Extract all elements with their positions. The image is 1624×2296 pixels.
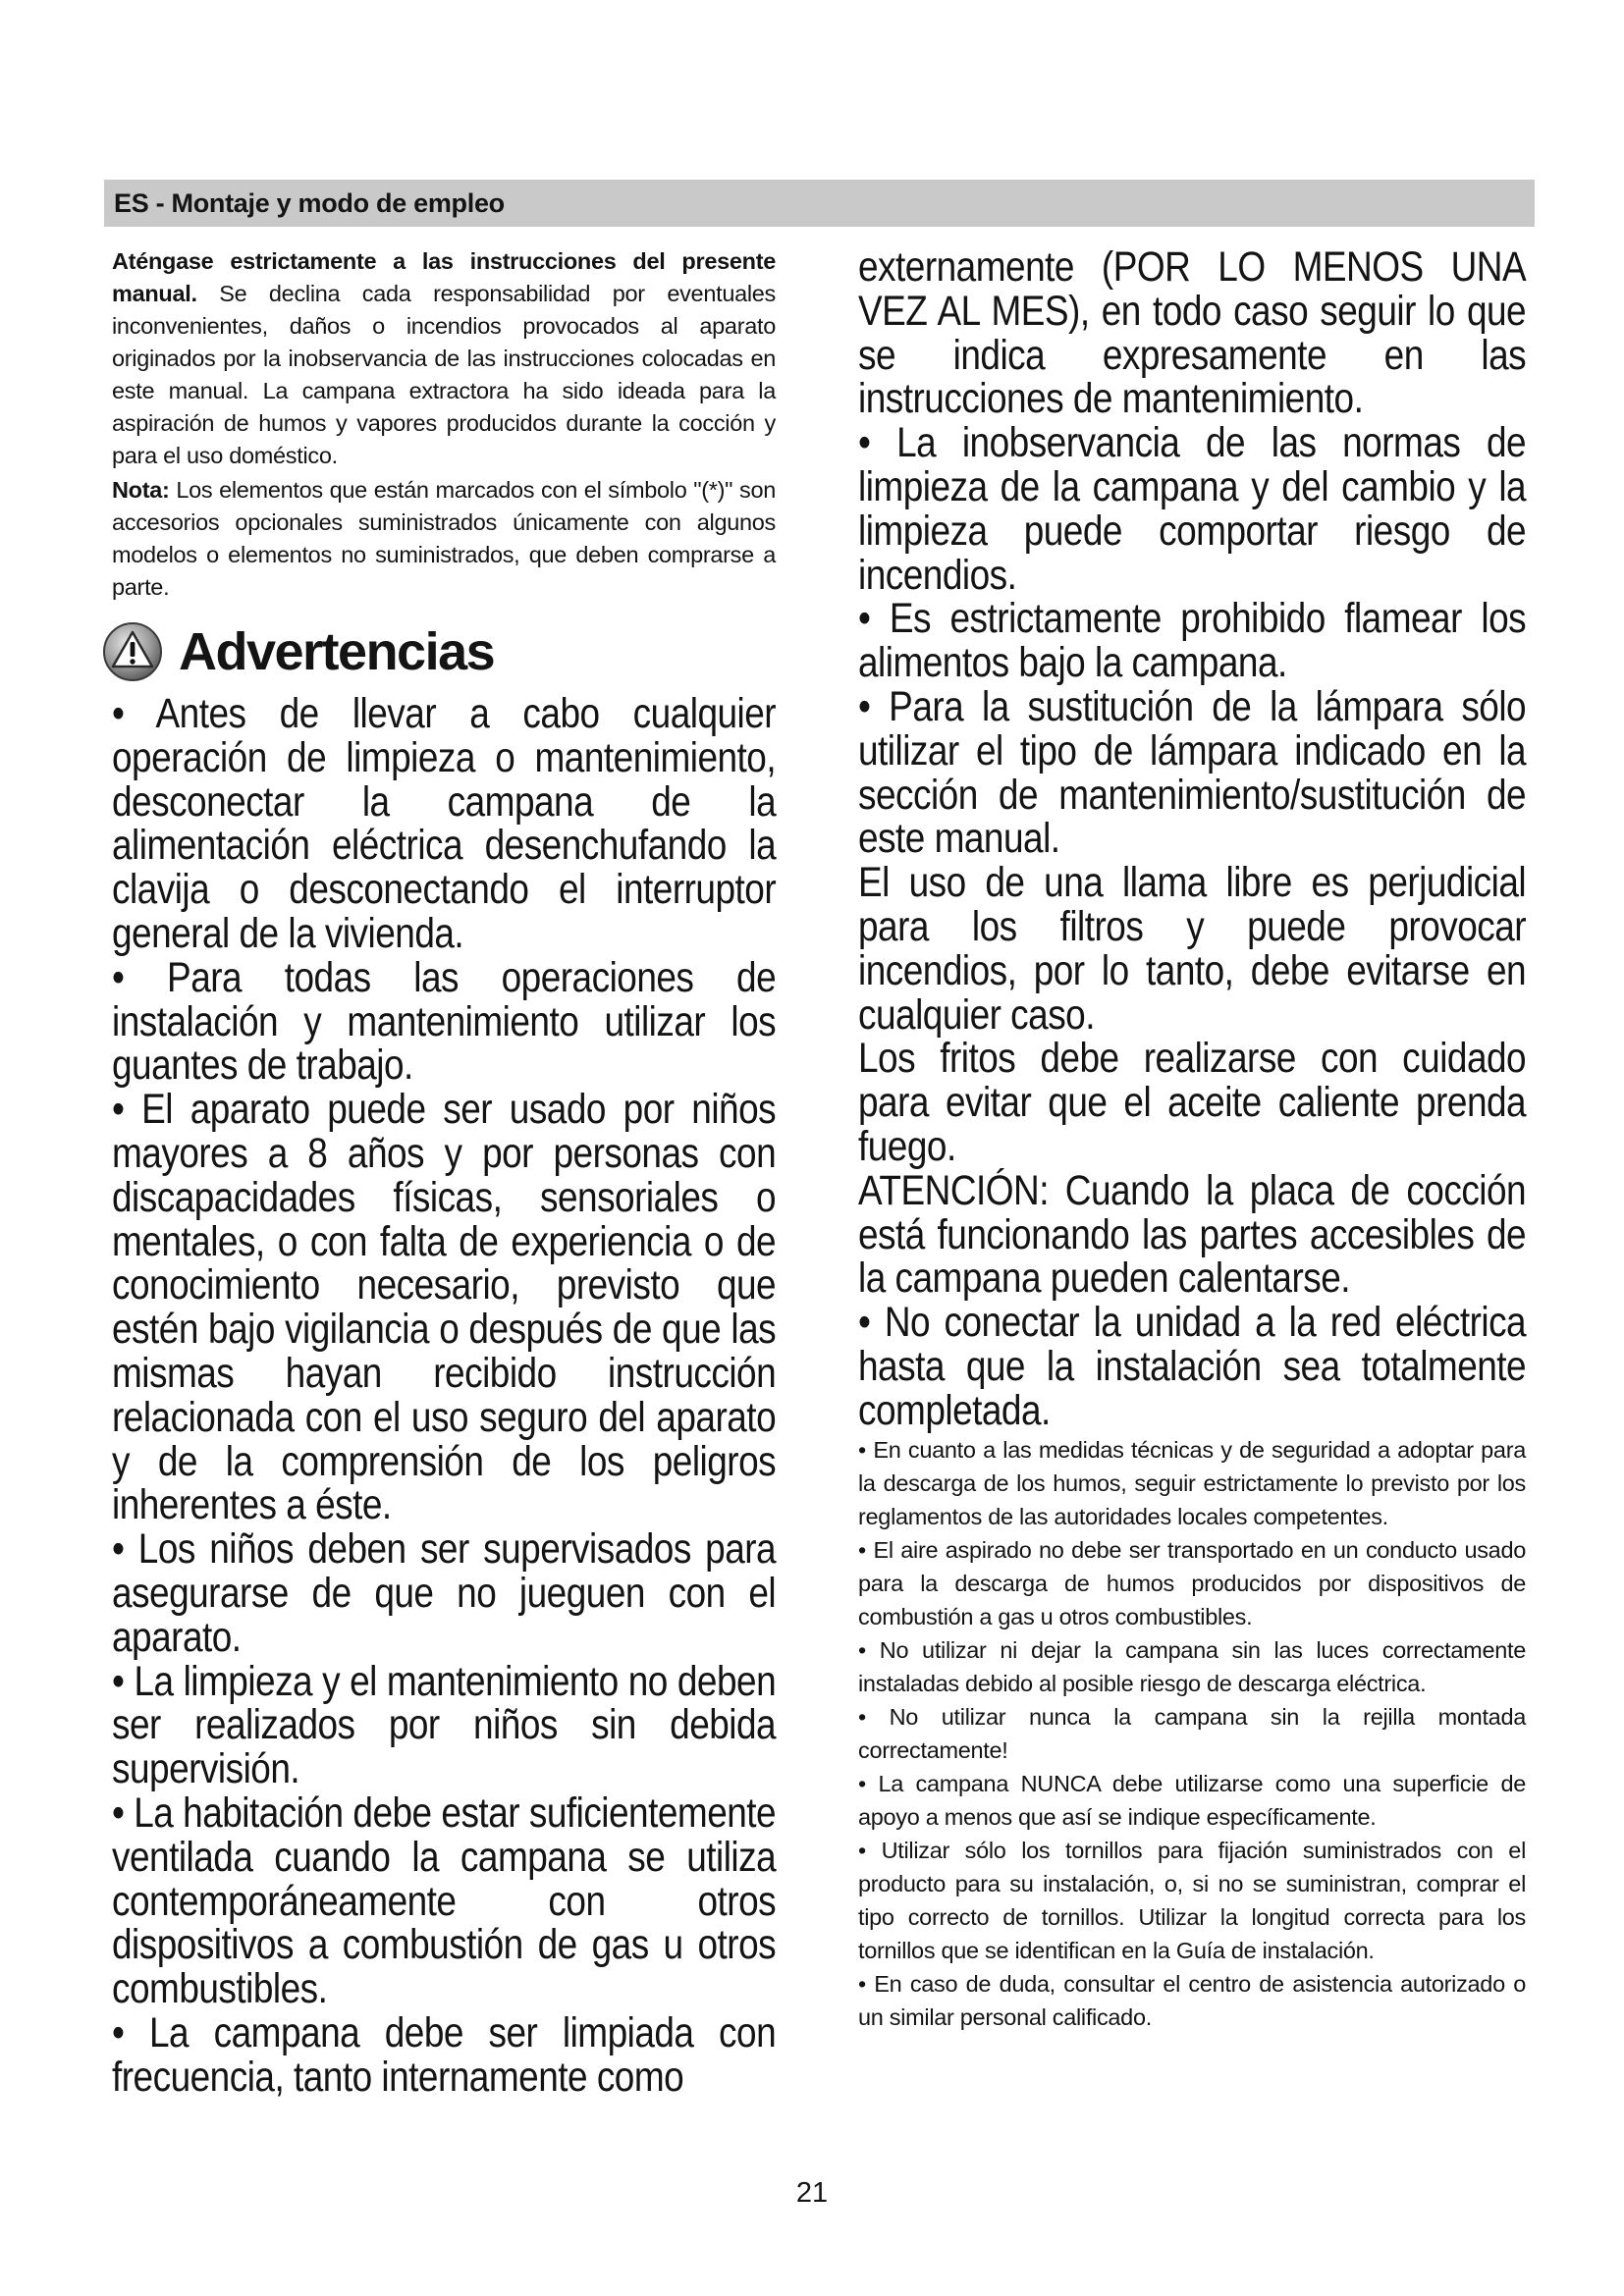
- small-warning-item: • En cuanto a las medidas técnicas y de seguridad a adoptar para la descarga de los humos, seguir estrictamente lo previsto por los reglamentos de las autoridades locales competentes.: [858, 1436, 1526, 1529]
- small-warning-item: • Utilizar sólo los tornillos para fijación suministrados con el producto para su instalación, o, si no se suministran, comprar el tipo correcto de tornillos. Utilizar la longitud correcta para los tornillos que se identifican en la Guía de instalación.: [858, 1837, 1526, 1963]
- section-header-bar: [104, 180, 1535, 227]
- small-warning-item: • El aire aspirado no debe ser transportado en un conducto usado para la descarga de humos producidos por dispositivos de combustión a gas u otros combustibles.: [858, 1536, 1526, 1629]
- warning-item: • No conectar la unidad a la red eléctrica hasta que la instalación sea totalmente completada.: [858, 1299, 1527, 1434]
- warning-item: Los fritos debe realizarse con cuidado para evitar que el aceite caliente prenda fuego.: [858, 1035, 1527, 1170]
- section-header-title: ES - Montaje y modo de empleo: [114, 188, 505, 218]
- small-warning-item: • No utilizar nunca la campana sin la rejilla montada correctamente!: [858, 1703, 1526, 1763]
- warnings-title: Advertencias: [179, 622, 495, 681]
- warning-item: • Es estrictamente prohibido flamear los alimentos bajo la campana.: [858, 595, 1527, 687]
- warning-triangle-icon: [102, 621, 163, 682]
- right-column: [858, 245, 1526, 2034]
- warning-item: ATENCIÓN: Cuando la placa de cocción está funcionando las partes accesibles de la campana pueden calentarse.: [858, 1166, 1527, 1303]
- warning-item: El uso de una llama libre es perjudicial para los filtros y puede provocar incendios, por lo tanto, debe evitarse en cualquier caso.: [858, 859, 1527, 1039]
- warning-item: externamente (POR LO MENOS UNA VEZ AL MES), en todo caso seguir lo que se indica expresamente en las instrucciones de mantenimiento.: [858, 243, 1527, 423]
- note-text: Los elementos que están marcados con el símbolo "(*)" son accesorios opcionales suministrados únicamente con algunos modelos o elementos no suministrados, que deben comprarse a parte.: [112, 477, 776, 600]
- warnings-heading: [102, 621, 776, 682]
- small-warning-item: • En caso de duda, consultar el centro de asistencia autorizado o un similar personal calificado.: [858, 1970, 1526, 2030]
- warning-item: • La inobservancia de las normas de limpieza de la campana y del cambio y la limpieza puede comportar riesgo de incendios.: [858, 419, 1527, 599]
- intro-text: Se declina cada responsabilidad por eventuales inconvenientes, daños o incendios provocados al aparato originados por la inobservancia de las instrucciones colocadas en este manual. La campana extractora ha sido ideada para la aspiración de humos y vapores producidos durante la cocción y para el uso doméstico.: [112, 281, 776, 468]
- warning-item: • El aparato puede ser usado por niños mayores a 8 años y por personas con discapacidades físicas, sensoriales o mentales, o con falta de experiencia o de conocimiento necesario, previsto que estén bajo vigilancia o después de que las mismas hayan recibido instrucción relacionada con el uso seguro del aparato y de la comprensión de los peligros inherentes a éste.: [112, 1086, 777, 1529]
- page-number: 21: [795, 2177, 829, 2209]
- small-warning-item: • No utilizar ni dejar la campana sin las luces correctamente instaladas debido al posible riesgo de descarga eléctrica.: [858, 1636, 1526, 1696]
- warning-item: • La limpieza y el mantenimiento no deben ser realizados por niños sin debida supervisión.: [112, 1657, 777, 1793]
- small-warning-item: • La campana NUNCA debe utilizarse como una superficie de apoyo a menos que así se indique específicamente.: [858, 1770, 1526, 1830]
- warning-item: • Para la sustitución de la lámpara sólo utilizar el tipo de lámpara indicado en la sección de mantenimiento/sustitución de este manual.: [858, 682, 1527, 863]
- intro-paragraph: [112, 245, 776, 472]
- warning-item: • La habitación debe estar suficientemente ventilada cuando la campana se utiliza contemporáneamente con otros dispositivos a combustión de gas u otros combustibles.: [112, 1789, 777, 2013]
- left-column: [112, 245, 776, 2100]
- warning-item: • Para todas las operaciones de instalación y mantenimiento utilizar los guantes de trabajo.: [112, 953, 777, 1090]
- intro-bold-lead: Aténgase estrictamente a las instrucciones del presente manual.: [112, 248, 776, 306]
- warning-item: • La campana debe ser limpiada con frecuencia, tanto internamente como: [112, 2008, 777, 2101]
- warning-item: • Antes de llevar a cabo cualquier operación de limpieza o mantenimiento, desconectar la campana de la alimentación eléctrica desenchufando la clavija o desconectando el interruptor general de la vivienda.: [112, 690, 777, 957]
- warning-item: • Los niños deben ser supervisados para asegurarse de que no jueguen con el aparato.: [112, 1525, 777, 1661]
- note-label: Nota:: [112, 477, 170, 503]
- note-paragraph: [112, 474, 776, 604]
